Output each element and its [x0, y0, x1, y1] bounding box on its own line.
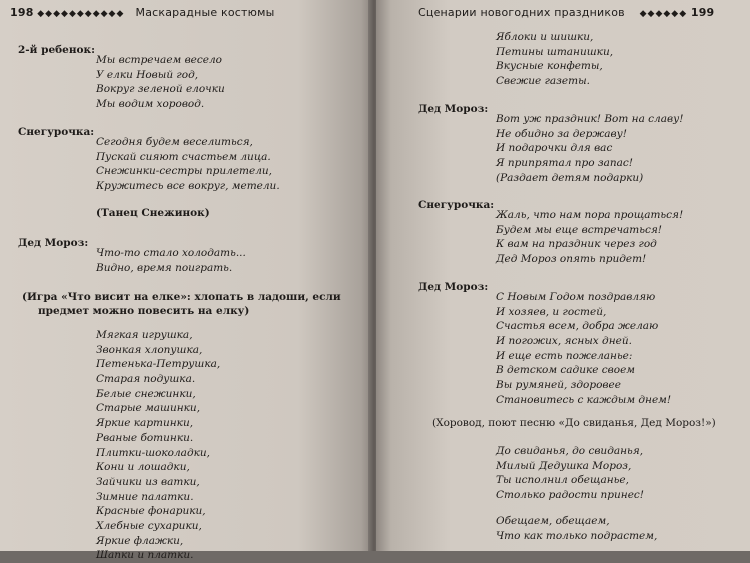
verse-line: С Новым Годом поздравляю [496, 291, 656, 303]
verse-line: Вот уж праздник! Вот на славу! [496, 113, 684, 125]
verse-line: Дед Мороз опять придет! [496, 253, 647, 266]
stage-dance: (Танец Снежинок) [96, 207, 210, 219]
verse-line: У елки Новый год, [96, 68, 199, 81]
verse-line: Будем мы еще встречаться! [496, 223, 662, 236]
verse-game-list [96, 328, 220, 563]
verse-ded-moroz-2 [496, 112, 683, 185]
verse-line: Я припрятал про запас! [496, 157, 633, 170]
speaker-snegurochka-1: Снегурочка: [18, 126, 95, 138]
list-item: Свежие газеты. [496, 75, 590, 88]
verse-line: В детском садике своем [496, 364, 636, 377]
running-title-right: Сценарии новогодних праздников [418, 6, 625, 19]
speaker-snegurochka-2: Снегурочка: [418, 199, 495, 211]
left-page-header [10, 6, 275, 19]
verse-line: Милый Дедушка Мороз, [496, 459, 632, 472]
verse-line: Что-то стало холодать... [96, 247, 246, 259]
page-number-left: 198 [10, 6, 34, 19]
page-number-right: 199 [690, 6, 715, 19]
list-item: Рваные ботинки. [96, 431, 194, 444]
verse-line: Мы встречаем весело [96, 54, 222, 66]
running-title-left: Маскарадные костюмы [135, 6, 275, 19]
stage-round-dance: (Хоровод, поют песню «До свиданья, Дед Мороз!») [432, 417, 716, 429]
verse-line: Становитесь с каждым днем! [496, 393, 672, 406]
left-page [0, 0, 372, 562]
list-item: Шапки и платки. [96, 549, 194, 562]
right-page-header [418, 6, 714, 19]
verse-line: Счастья всем, добра желаю [496, 320, 659, 333]
right-page [376, 0, 750, 551]
verse-ded-moroz-3 [496, 290, 671, 408]
list-item: Яблоки и шишки, [496, 31, 594, 43]
verse-line: Видно, время поиграть. [96, 261, 233, 274]
list-item: Кони и лошадки, [96, 461, 190, 474]
list-item: Вкусные конфеты, [496, 60, 603, 73]
verse-line: Вы румяней, здоровее [496, 379, 621, 392]
verse-line: И хозяев, и гостей, [496, 305, 607, 318]
verse-line: И еще есть пожеланье: [496, 349, 633, 362]
verse-line: И погожих, ясных дней. [496, 335, 632, 348]
verse-line: Снежинки-сестры прилетели, [96, 165, 273, 178]
verse-child-2 [96, 53, 225, 112]
verse-line: До свиданья, до свиданья, [496, 445, 644, 457]
verse-line: И подарочки для вас [496, 142, 613, 155]
verse-ded-moroz-1 [96, 246, 246, 275]
speaker-ded-moroz-2: Дед Мороз: [418, 103, 489, 115]
verse-line: Не обидно за державу! [496, 127, 627, 140]
header-dots-left: ◆◆◆◆◆◆◆◆◆◆◆ [37, 9, 125, 19]
list-item: Яркие флажки, [96, 534, 184, 547]
verse-line: Жаль, что нам пора прощаться! [496, 209, 684, 221]
list-item: Петенька-Петрушка, [96, 358, 221, 371]
speaker-child-2: 2-й ребенок: [18, 44, 95, 56]
list-item: Старые машинки, [96, 402, 201, 415]
verse-line: Мы водим хоровод. [96, 98, 205, 111]
list-item: Красные фонарики, [96, 505, 206, 518]
verse-line: К вам на праздник через год [496, 238, 657, 251]
list-item: Зайчики из ватки, [96, 475, 200, 488]
verse-line: Ты исполнил обещанье, [496, 474, 629, 487]
verse-snegurochka-2 [496, 208, 683, 267]
verse-line: Вокруг зеленой елочки [96, 83, 225, 96]
list-item: Звонкая хлопушка, [96, 343, 203, 356]
stage-game-line-1: (Игра «Что висит на елке»: хлопать в ладоши, если [22, 291, 341, 303]
list-item: Петины штанишки, [496, 45, 614, 58]
list-item: Мягкая игрушка, [96, 329, 193, 341]
verse-song-1 [496, 444, 644, 503]
verse-game-list-continued [496, 30, 613, 89]
verse-line: Столько радости принес! [496, 489, 645, 502]
stage-game-line-2: предмет можно повесить на елку) [38, 305, 250, 317]
list-item: Старая подушка. [96, 373, 196, 386]
verse-line: Что как только подрастем, [496, 529, 658, 542]
speaker-ded-moroz-1: Дед Мороз: [18, 237, 89, 249]
verse-snegurochka-1 [96, 135, 280, 194]
verse-line: Кружитесь все вокруг, метели. [96, 180, 280, 193]
verse-song-2 [496, 514, 657, 543]
verse-line: Обещаем, обещаем, [496, 515, 610, 527]
list-item: Белые снежинки, [96, 387, 196, 400]
verse-line: Пускай сияют счастьем лица. [96, 150, 271, 163]
list-item: Хлебные сухарики, [96, 519, 202, 532]
speaker-ded-moroz-3: Дед Мороз: [418, 281, 489, 293]
verse-line: (Раздает детям подарки) [496, 171, 644, 184]
list-item: Плитки-шоколадки, [96, 446, 210, 459]
verse-line: Сегодня будем веселиться, [96, 136, 253, 148]
list-item: Зимние палатки. [96, 490, 194, 503]
list-item: Яркие картинки, [96, 417, 194, 430]
header-dots-right: ◆◆◆◆◆◆ [639, 9, 688, 19]
